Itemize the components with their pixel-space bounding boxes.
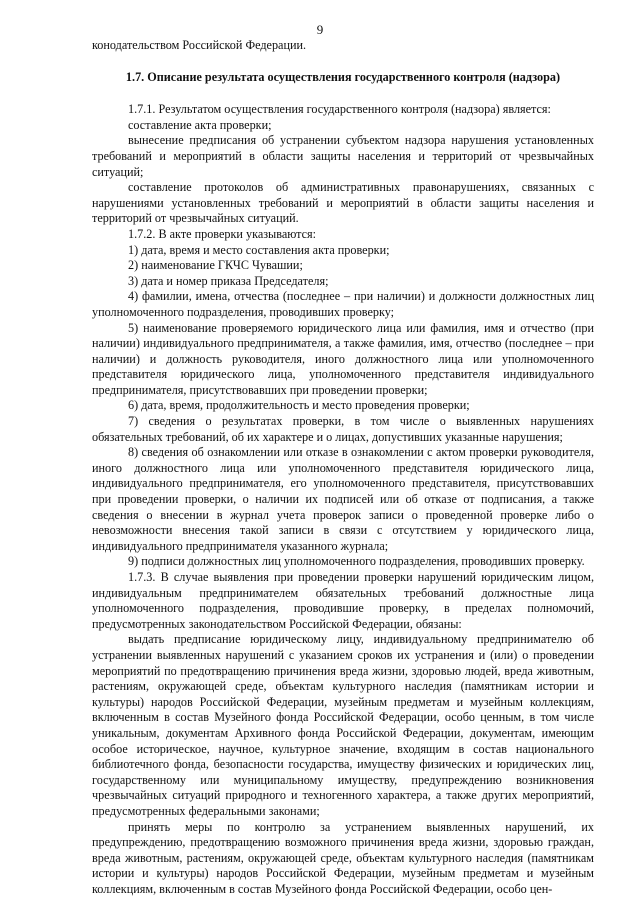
paragraph: 1.7.3. В случае выявления при проведении проверки нарушений юридическим лицом, индивидуальным предпринимателем обязательных требований должностные лица уполномоченного подразделения, проводившие проверку, в пределах полномочий, предусмотренных законодательством Российской Федерации, обязаны: — [92, 570, 594, 631]
paragraph: вынесение предписания об устранении субъектом надзора нарушения установленных требований и мероприятий в области защиты населения и территорий от чрезвычайных ситуаций; — [92, 133, 594, 179]
paragraph: составление акта проверки; — [128, 117, 272, 132]
list-item: 5) наименование проверяемого юридического лица или фамилия, имя и отчество (при наличии) индивидуального предпринимателя, а также фамилия, имя, отчество (последнее – при наличии) и должность руководителя, иного должностного лица или уполномоченного представителя юридического лица, уполномоченного представителя индивидуального предпринимателя, присутствовавших при проведении проверки; — [92, 320, 594, 397]
paragraph: 1.7.2. В акте проверки указываются: — [128, 226, 317, 241]
page-number: 9 — [316, 22, 324, 37]
list-item: 1) дата, время и место составления акта проверки; — [128, 242, 390, 257]
list-item: 6) дата, время, продолжительность и место проведения проверки; — [128, 398, 470, 413]
list-item: 7) сведения о результатах проверки, в том числе о выявленных нарушениях обязательных требований, об их характере и о лицах, допустивших указанные нарушения; — [92, 414, 594, 444]
list-item: 2) наименование ГКЧС Чувашии; — [128, 258, 303, 273]
list-item: 3) дата и номер приказа Председателя; — [128, 273, 329, 288]
section-heading: 1.7. Описание результата осуществления государственного контроля (надзора) — [125, 69, 561, 84]
paragraph: составление протоколов об административных правонарушениях, связанных с нарушениями установленных требований и мероприятий в области защиты населения и территорий от чрезвычайных ситуаций. — [92, 180, 594, 226]
paragraph: 1.7.1. Результатом осуществления государственного контроля (надзора) является: — [128, 102, 551, 117]
paragraph-continuation: конодательством Российской Федерации. — [92, 38, 307, 52]
paragraph: принять меры по контролю за устранением выявленных нарушений, их предупреждению, предотвращению возможного причинения вреда жизни, здоровью граждан, вреда животным, растениям, окружающей среде, объектам культурного наследия (памятникам истории и культуры) народов Российской Федерации, музейным предметам и музейным коллекциям, включенным в состав Музейного фонда Российской Федерации, особо цен- — [92, 819, 594, 896]
paragraph: выдать предписание юридическому лицу, индивидуальному предпринимателю об устранении выявленных нарушений с указанием сроков их устранения и (или) о проведении мероприятий по предотвращению причинения вреда жизни, здоровью людей, вреда животным, растениям, окружающей среде, объектам культурного наследия (памятникам истории и культуры) народов Российской Федерации, музейным предметам и музейным коллекциям, включенным в состав Музейного фонда Российской Федерации, особо ценным, в том числе уникальным, документам Архивного фонда Российской Федерации, документам, имеющим особое историческое, научное, культурное значение, входящим в состав национального библиотечного фонда, безопасности государства, имуществу физических и юридических лиц, государственному или муниципальному имуществу, предупреждению возникновения чрезвычайных ситуаций природного и техногенного характера, а также других мероприятий, предусмотренных федеральными законами; — [92, 632, 594, 818]
list-item: 9) подписи должностных лиц уполномоченного подразделения, проводивших проверку. — [128, 554, 585, 569]
list-item: 8) сведения об ознакомлении или отказе в ознакомлении с актом проверки руководителя, иного должностного лица или уполномоченного представителя юридического лица, индивидуального предпринимателя, его уполномоченного представителя, присутствовавших при проведении проверки, о наличии их подписей или об отказе от подписания, а также сведения о внесении в журнал учета проверок записи о проведенной проверке либо о невозможности внесения такой записи в связи с отсутствием у юридического лица, индивидуального предпринимателя указанного журнала; — [92, 445, 594, 553]
document-body — [92, 38, 594, 897]
list-item: 4) фамилии, имена, отчества (последнее – при наличии) и должности должностных лиц уполномоченного подразделения, проводивших проверку; — [92, 289, 594, 319]
